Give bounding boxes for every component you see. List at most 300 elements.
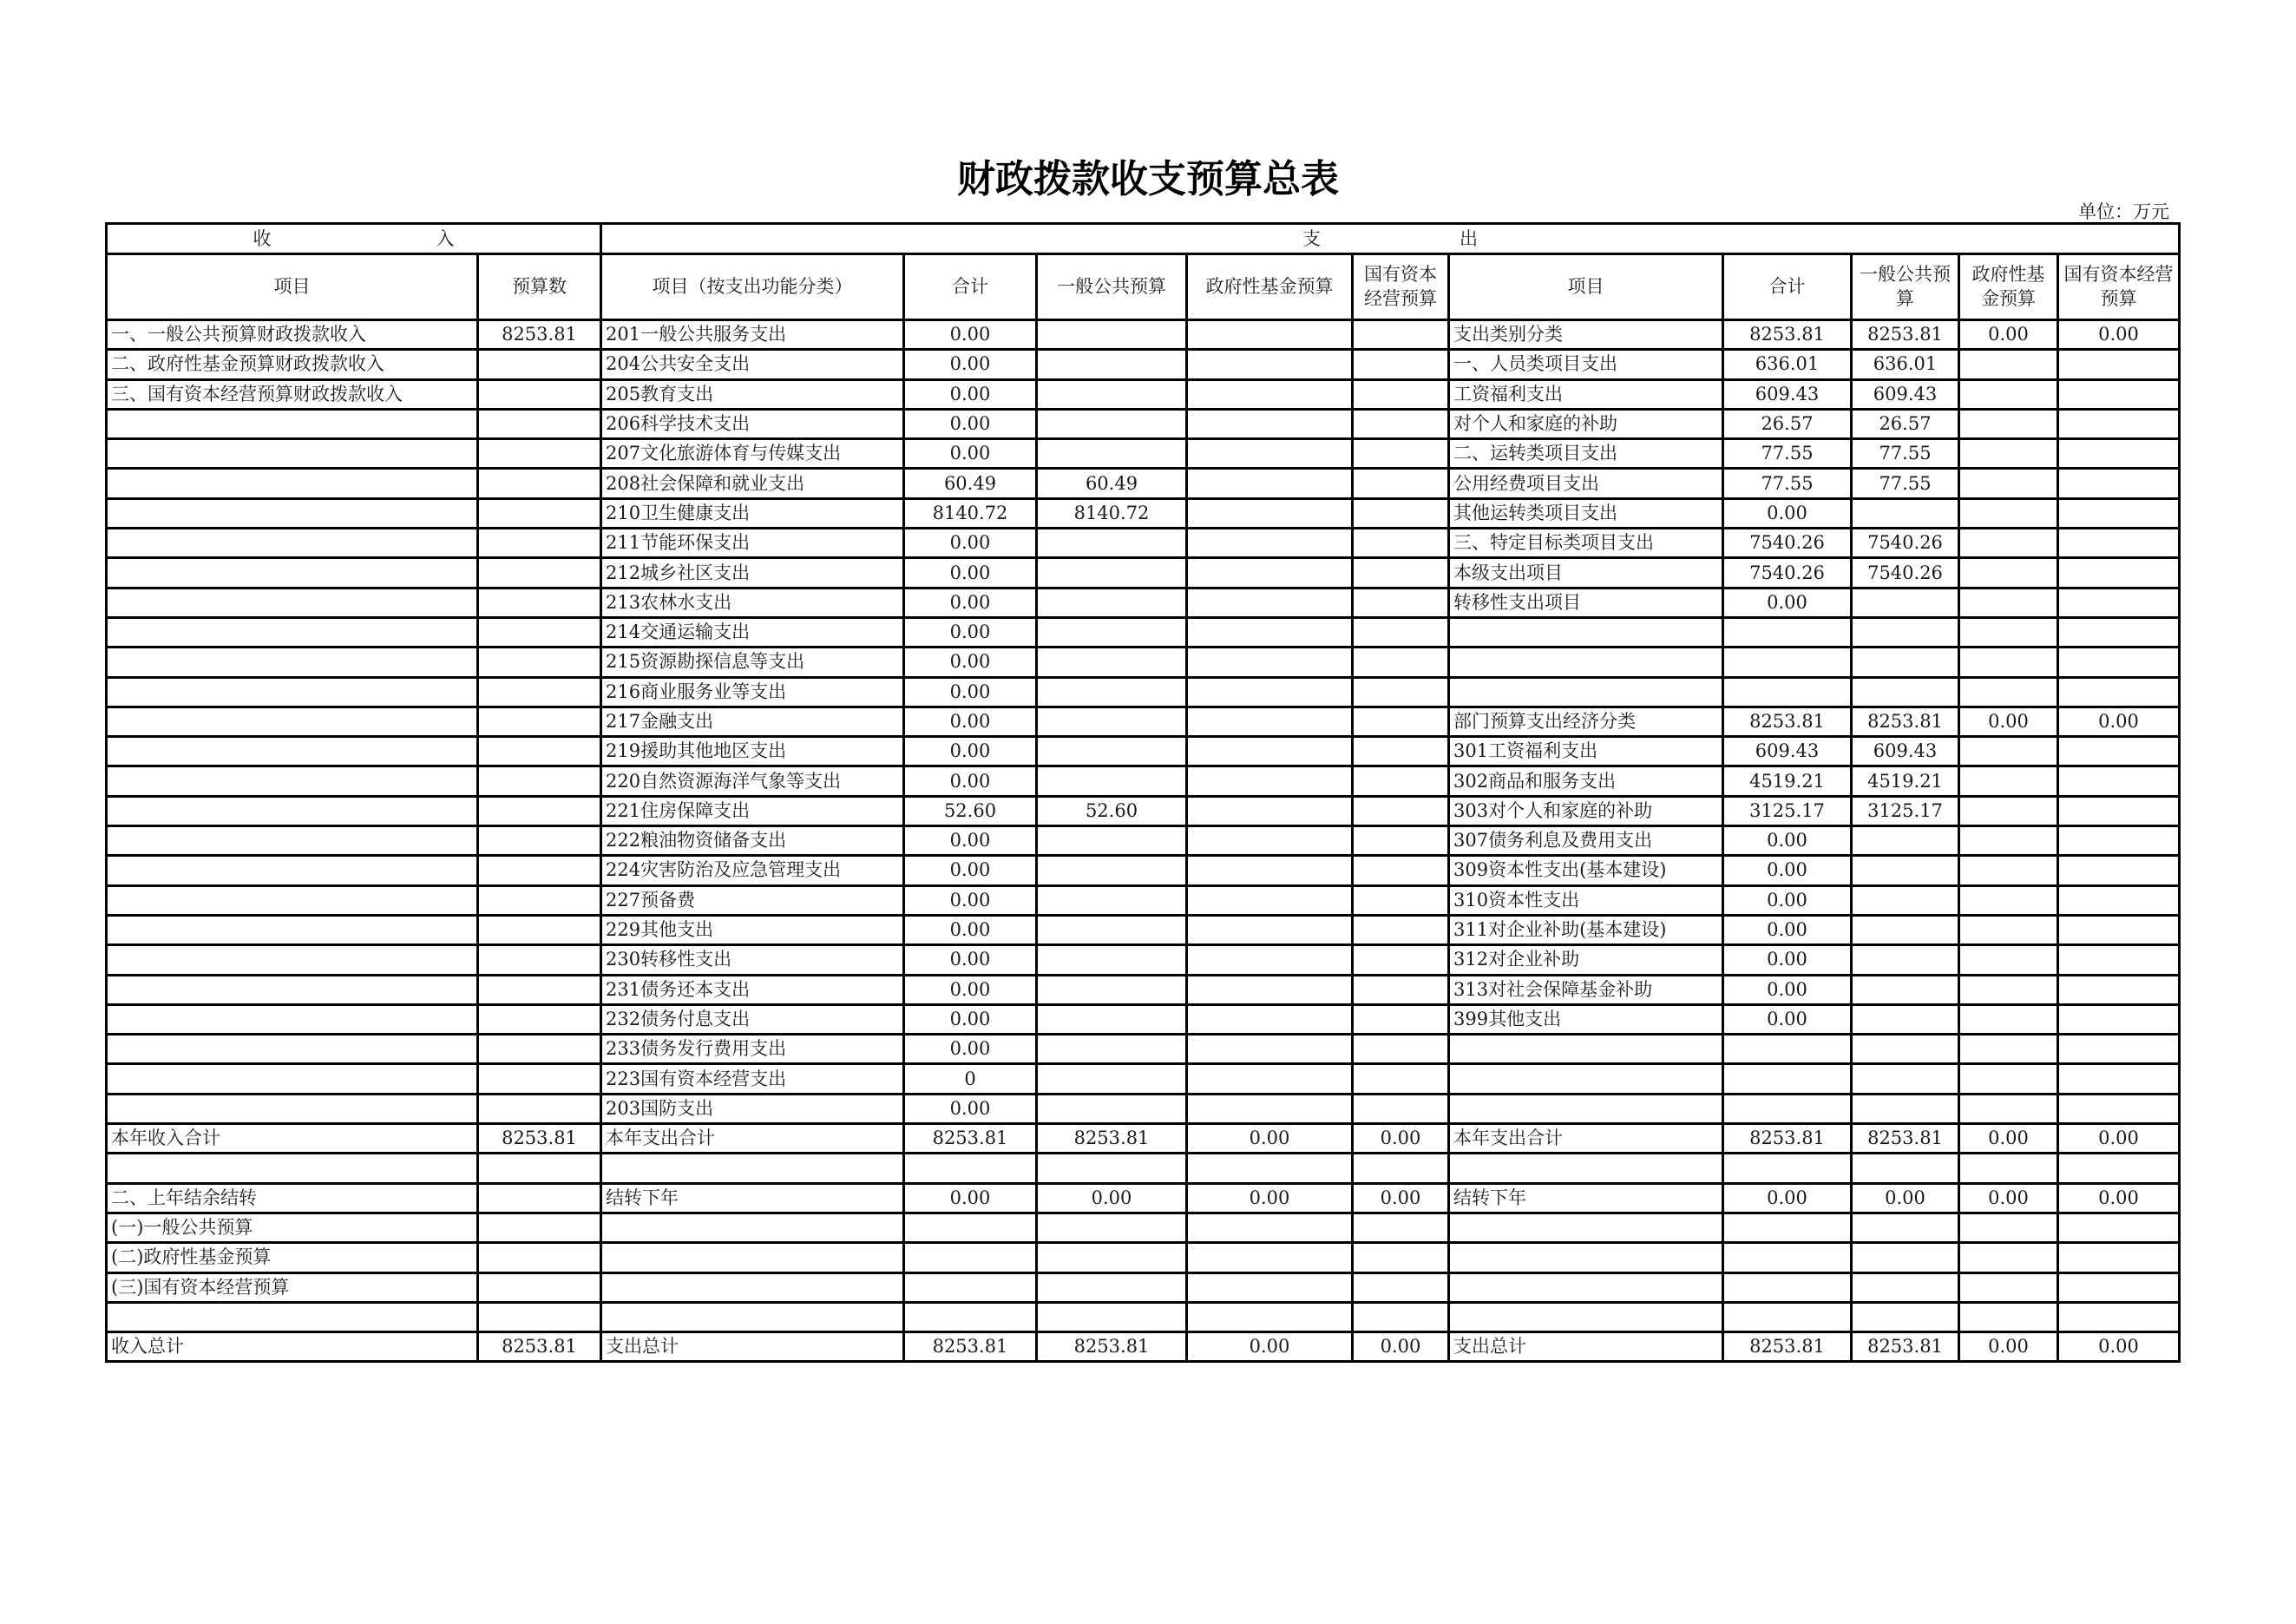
cell-econ-gov-fund	[1959, 856, 2058, 885]
cell-func-state-capital: 0.00	[1353, 1124, 1449, 1154]
cell-econ-general	[1852, 1064, 1959, 1094]
cell-func-state-capital	[1353, 529, 1449, 558]
cell-econ-general: 7540.26	[1852, 529, 1959, 558]
cell-func-item: 231债务还本支出	[601, 975, 904, 1004]
cell-func-general	[1037, 707, 1187, 736]
cell-income-item	[107, 737, 478, 766]
cell-func-item: 216商业服务业等支出	[601, 677, 904, 707]
cell-econ-state-capital: 0.00	[2058, 1332, 2180, 1362]
cell-income-item: (一)一般公共预算	[107, 1213, 478, 1242]
cell-func-general	[1037, 350, 1187, 379]
cell-econ-item	[1449, 677, 1723, 707]
cell-econ-general	[1852, 1272, 1959, 1302]
cell-func-gov-fund: 0.00	[1187, 1124, 1353, 1154]
cell-econ-gov-fund	[1959, 379, 2058, 409]
cell-income-item	[107, 885, 478, 915]
cell-econ-general: 3125.17	[1852, 796, 1959, 825]
table-row	[107, 320, 2180, 350]
cell-econ-state-capital	[2058, 1064, 2180, 1094]
expense-section-header: 支 出	[601, 224, 2180, 254]
cell-econ-item	[1449, 1035, 1723, 1064]
cell-econ-state-capital	[2058, 945, 2180, 975]
cell-econ-state-capital	[2058, 379, 2180, 409]
col-header-func-state-capital: 国有资本经营预算	[1353, 254, 1449, 320]
cell-econ-general: 8253.81	[1852, 1124, 1959, 1154]
cell-income-item	[107, 1004, 478, 1034]
cell-econ-general: 8253.81	[1852, 707, 1959, 736]
cell-econ-item: 312对企业补助	[1449, 945, 1723, 975]
table-row	[107, 1124, 2180, 1154]
cell-func-gov-fund	[1187, 558, 1353, 588]
cell-econ-general	[1852, 588, 1959, 617]
cell-func-total: 0.00	[904, 826, 1037, 856]
cell-income-budget	[478, 915, 601, 944]
cell-income-item	[107, 1035, 478, 1064]
cell-func-state-capital	[1353, 677, 1449, 707]
cell-func-general	[1037, 1035, 1187, 1064]
cell-func-total	[904, 1243, 1037, 1272]
cell-func-gov-fund	[1187, 320, 1353, 350]
cell-econ-total	[1723, 617, 1852, 647]
cell-func-item	[601, 1243, 904, 1272]
cell-func-state-capital	[1353, 558, 1449, 588]
cell-econ-gov-fund	[1959, 1302, 2058, 1331]
cell-func-state-capital	[1353, 439, 1449, 469]
cell-func-total: 0.00	[904, 529, 1037, 558]
cell-func-general	[1037, 1243, 1187, 1272]
cell-func-state-capital	[1353, 975, 1449, 1004]
cell-func-total: 0.00	[904, 1004, 1037, 1034]
cell-econ-general	[1852, 945, 1959, 975]
cell-func-state-capital	[1353, 320, 1449, 350]
cell-econ-general: 26.57	[1852, 409, 1959, 438]
cell-func-state-capital	[1353, 1302, 1449, 1331]
cell-func-general	[1037, 975, 1187, 1004]
cell-econ-gov-fund	[1959, 1004, 2058, 1034]
cell-econ-total	[1723, 1094, 1852, 1123]
cell-func-total: 0.00	[904, 975, 1037, 1004]
cell-func-general: 0.00	[1037, 1183, 1187, 1213]
cell-income-budget	[478, 796, 601, 825]
col-header-econ-item: 项目	[1449, 254, 1723, 320]
cell-func-gov-fund	[1187, 766, 1353, 796]
cell-income-budget	[478, 677, 601, 707]
cell-func-item: 220自然资源海洋气象等支出	[601, 766, 904, 796]
cell-func-gov-fund	[1187, 350, 1353, 379]
cell-econ-general	[1852, 1094, 1959, 1123]
cell-func-general	[1037, 856, 1187, 885]
cell-income-item	[107, 439, 478, 469]
cell-income-budget	[478, 885, 601, 915]
cell-econ-state-capital	[2058, 409, 2180, 438]
cell-income-budget	[478, 529, 601, 558]
table-row	[107, 1243, 2180, 1272]
cell-func-total: 8140.72	[904, 498, 1037, 528]
table-row	[107, 379, 2180, 409]
cell-func-general	[1037, 1213, 1187, 1242]
cell-income-item: 一、一般公共预算财政拨款收入	[107, 320, 478, 350]
cell-econ-state-capital: 0.00	[2058, 1124, 2180, 1154]
cell-func-item: 支出总计	[601, 1332, 904, 1362]
cell-econ-item: 支出类别分类	[1449, 320, 1723, 350]
cell-func-state-capital	[1353, 737, 1449, 766]
cell-econ-total: 8253.81	[1723, 1332, 1852, 1362]
cell-econ-item: 部门预算支出经济分类	[1449, 707, 1723, 736]
cell-econ-item: 三、特定目标类项目支出	[1449, 529, 1723, 558]
cell-func-item: 本年支出合计	[601, 1124, 904, 1154]
cell-econ-state-capital	[2058, 617, 2180, 647]
cell-func-state-capital	[1353, 1213, 1449, 1242]
cell-func-state-capital	[1353, 826, 1449, 856]
cell-econ-total	[1723, 1213, 1852, 1242]
cell-income-budget	[478, 1154, 601, 1183]
cell-func-item: 223国有资本经营支出	[601, 1064, 904, 1094]
table-row	[107, 1154, 2180, 1183]
cell-func-general: 52.60	[1037, 796, 1187, 825]
table-row	[107, 558, 2180, 588]
cell-func-gov-fund	[1187, 1243, 1353, 1272]
col-header-func-gov-fund: 政府性基金预算	[1187, 254, 1353, 320]
cell-econ-gov-fund	[1959, 1272, 2058, 1302]
col-header-econ-general: 一般公共预算	[1852, 254, 1959, 320]
cell-econ-item: 399其他支出	[1449, 1004, 1723, 1034]
cell-econ-gov-fund	[1959, 945, 2058, 975]
cell-func-state-capital	[1353, 945, 1449, 975]
cell-income-budget	[478, 379, 601, 409]
table-row	[107, 498, 2180, 528]
cell-econ-item: 309资本性支出(基本建设)	[1449, 856, 1723, 885]
cell-func-state-capital	[1353, 350, 1449, 379]
cell-econ-item	[1449, 1064, 1723, 1094]
cell-income-item	[107, 826, 478, 856]
cell-income-item	[107, 1094, 478, 1123]
cell-econ-state-capital	[2058, 1035, 2180, 1064]
table-row	[107, 588, 2180, 617]
cell-income-budget	[478, 350, 601, 379]
cell-func-general	[1037, 588, 1187, 617]
cell-econ-item: 其他运转类项目支出	[1449, 498, 1723, 528]
cell-func-item: 233债务发行费用支出	[601, 1035, 904, 1064]
cell-func-total: 0.00	[904, 915, 1037, 944]
cell-econ-item	[1449, 617, 1723, 647]
cell-income-item: (三)国有资本经营预算	[107, 1272, 478, 1302]
cell-econ-gov-fund	[1959, 737, 2058, 766]
cell-econ-state-capital	[2058, 1094, 2180, 1123]
cell-econ-total	[1723, 1302, 1852, 1331]
cell-income-item	[107, 945, 478, 975]
section-header-row	[107, 224, 2180, 254]
cell-func-general	[1037, 677, 1187, 707]
table-row	[107, 1332, 2180, 1362]
col-header-func-item: 项目（按支出功能分类）	[601, 254, 904, 320]
cell-econ-total	[1723, 1243, 1852, 1272]
table-row	[107, 856, 2180, 885]
cell-income-budget	[478, 409, 601, 438]
cell-econ-general: 77.55	[1852, 439, 1959, 469]
cell-income-item: (二)政府性基金预算	[107, 1243, 478, 1272]
cell-econ-state-capital	[2058, 1243, 2180, 1272]
cell-func-general	[1037, 1302, 1187, 1331]
cell-func-general	[1037, 379, 1187, 409]
cell-func-total: 8253.81	[904, 1332, 1037, 1362]
cell-func-total: 0.00	[904, 1094, 1037, 1123]
cell-econ-gov-fund	[1959, 1094, 2058, 1123]
cell-income-budget: 8253.81	[478, 320, 601, 350]
cell-econ-total: 8253.81	[1723, 320, 1852, 350]
cell-econ-total	[1723, 1035, 1852, 1064]
cell-econ-item: 301工资福利支出	[1449, 737, 1723, 766]
cell-econ-total	[1723, 648, 1852, 677]
cell-income-item	[107, 588, 478, 617]
cell-func-total: 0.00	[904, 379, 1037, 409]
cell-func-general: 8140.72	[1037, 498, 1187, 528]
cell-econ-general	[1852, 975, 1959, 1004]
cell-func-gov-fund	[1187, 409, 1353, 438]
cell-func-item	[601, 1302, 904, 1331]
cell-econ-gov-fund	[1959, 350, 2058, 379]
table-row	[107, 945, 2180, 975]
cell-econ-state-capital	[2058, 826, 2180, 856]
cell-econ-item: 一、人员类项目支出	[1449, 350, 1723, 379]
cell-econ-item: 支出总计	[1449, 1332, 1723, 1362]
cell-func-gov-fund	[1187, 1302, 1353, 1331]
cell-econ-state-capital	[2058, 677, 2180, 707]
cell-func-item: 232债务付息支出	[601, 1004, 904, 1034]
cell-func-total: 0.00	[904, 1035, 1037, 1064]
cell-income-budget	[478, 1035, 601, 1064]
cell-income-budget	[478, 588, 601, 617]
cell-func-item: 211节能环保支出	[601, 529, 904, 558]
cell-econ-total: 636.01	[1723, 350, 1852, 379]
cell-func-gov-fund	[1187, 469, 1353, 498]
col-header-income-budget: 预算数	[478, 254, 601, 320]
cell-econ-general	[1852, 1302, 1959, 1331]
cell-func-general	[1037, 439, 1187, 469]
cell-econ-item: 313对社会保障基金补助	[1449, 975, 1723, 1004]
cell-econ-state-capital	[2058, 796, 2180, 825]
table-row	[107, 529, 2180, 558]
cell-income-budget	[478, 498, 601, 528]
cell-income-budget	[478, 558, 601, 588]
cell-func-gov-fund	[1187, 588, 1353, 617]
cell-income-budget	[478, 1004, 601, 1034]
table-row	[107, 1272, 2180, 1302]
cell-income-item: 二、政府性基金预算财政拨款收入	[107, 350, 478, 379]
cell-income-item	[107, 915, 478, 944]
cell-econ-general	[1852, 617, 1959, 647]
cell-econ-item	[1449, 1094, 1723, 1123]
table-row	[107, 439, 2180, 469]
cell-func-general	[1037, 945, 1187, 975]
cell-func-gov-fund	[1187, 915, 1353, 944]
cell-econ-state-capital	[2058, 1272, 2180, 1302]
cell-econ-general: 4519.21	[1852, 766, 1959, 796]
cell-econ-general	[1852, 1243, 1959, 1272]
cell-econ-gov-fund	[1959, 1064, 2058, 1094]
cell-income-item	[107, 796, 478, 825]
cell-econ-gov-fund: 0.00	[1959, 707, 2058, 736]
cell-econ-total: 0.00	[1723, 885, 1852, 915]
cell-econ-item: 303对个人和家庭的补助	[1449, 796, 1723, 825]
cell-econ-total: 0.00	[1723, 975, 1852, 1004]
table-row	[107, 885, 2180, 915]
cell-econ-total: 3125.17	[1723, 796, 1852, 825]
cell-econ-gov-fund	[1959, 1213, 2058, 1242]
cell-econ-general	[1852, 915, 1959, 944]
col-header-econ-state-capital: 国有资本经营预算	[2058, 254, 2180, 320]
cell-econ-item	[1449, 1272, 1723, 1302]
cell-func-state-capital	[1353, 1243, 1449, 1272]
cell-income-budget	[478, 1213, 601, 1242]
cell-func-state-capital	[1353, 1004, 1449, 1034]
cell-income-item	[107, 498, 478, 528]
cell-func-state-capital	[1353, 707, 1449, 736]
cell-func-item: 203国防支出	[601, 1094, 904, 1123]
cell-func-gov-fund	[1187, 737, 1353, 766]
col-header-econ-gov-fund: 政府性基金预算	[1959, 254, 2058, 320]
cell-econ-gov-fund	[1959, 766, 2058, 796]
cell-econ-gov-fund	[1959, 617, 2058, 647]
cell-econ-item: 本年支出合计	[1449, 1124, 1723, 1154]
cell-econ-state-capital	[2058, 1302, 2180, 1331]
cell-econ-state-capital	[2058, 766, 2180, 796]
cell-func-item	[601, 1213, 904, 1242]
cell-func-gov-fund	[1187, 498, 1353, 528]
cell-income-budget	[478, 1272, 601, 1302]
cell-func-gov-fund	[1187, 617, 1353, 647]
table-row	[107, 648, 2180, 677]
cell-func-item: 205教育支出	[601, 379, 904, 409]
cell-econ-gov-fund	[1959, 826, 2058, 856]
cell-func-item: 224灾害防治及应急管理支出	[601, 856, 904, 885]
cell-econ-item: 311对企业补助(基本建设)	[1449, 915, 1723, 944]
cell-func-total: 60.49	[904, 469, 1037, 498]
cell-func-gov-fund	[1187, 856, 1353, 885]
cell-func-item	[601, 1154, 904, 1183]
cell-income-budget	[478, 1183, 601, 1213]
cell-func-total: 0.00	[904, 320, 1037, 350]
cell-income-budget	[478, 1094, 601, 1123]
cell-income-item	[107, 1064, 478, 1094]
cell-econ-gov-fund	[1959, 558, 2058, 588]
cell-income-item: 收入总计	[107, 1332, 478, 1362]
cell-income-item	[107, 856, 478, 885]
cell-func-gov-fund	[1187, 826, 1353, 856]
cell-income-item	[107, 677, 478, 707]
table-row	[107, 766, 2180, 796]
cell-econ-item	[1449, 1302, 1723, 1331]
cell-func-total: 0.00	[904, 737, 1037, 766]
cell-econ-gov-fund: 0.00	[1959, 320, 2058, 350]
table-row	[107, 975, 2180, 1004]
table-row	[107, 1213, 2180, 1242]
cell-func-general	[1037, 1272, 1187, 1302]
cell-func-total: 8253.81	[904, 1124, 1037, 1154]
cell-func-state-capital: 0.00	[1353, 1183, 1449, 1213]
cell-func-state-capital	[1353, 885, 1449, 915]
cell-income-item	[107, 409, 478, 438]
cell-func-total	[904, 1302, 1037, 1331]
table-row	[107, 915, 2180, 944]
cell-econ-gov-fund	[1959, 469, 2058, 498]
cell-func-total: 0	[904, 1064, 1037, 1094]
cell-func-total: 52.60	[904, 796, 1037, 825]
cell-func-gov-fund	[1187, 648, 1353, 677]
cell-econ-state-capital	[2058, 1154, 2180, 1183]
cell-econ-state-capital	[2058, 558, 2180, 588]
cell-func-item: 结转下年	[601, 1183, 904, 1213]
cell-income-budget	[478, 1064, 601, 1094]
cell-func-state-capital	[1353, 498, 1449, 528]
cell-func-item: 207文化旅游体育与传媒支出	[601, 439, 904, 469]
cell-income-item	[107, 469, 478, 498]
cell-income-budget	[478, 1302, 601, 1331]
cell-econ-item: 307债务利息及费用支出	[1449, 826, 1723, 856]
cell-func-gov-fund	[1187, 677, 1353, 707]
cell-econ-general	[1852, 677, 1959, 707]
table-row	[107, 707, 2180, 736]
cell-econ-total: 609.43	[1723, 737, 1852, 766]
cell-econ-general: 77.55	[1852, 469, 1959, 498]
cell-income-budget	[478, 766, 601, 796]
cell-income-item: 本年收入合计	[107, 1124, 478, 1154]
cell-econ-gov-fund	[1959, 677, 2058, 707]
cell-econ-state-capital: 0.00	[2058, 1183, 2180, 1213]
cell-econ-item	[1449, 1213, 1723, 1242]
cell-econ-total: 0.00	[1723, 588, 1852, 617]
cell-func-item: 229其他支出	[601, 915, 904, 944]
cell-econ-general	[1852, 1154, 1959, 1183]
table-row	[107, 677, 2180, 707]
cell-econ-total: 77.55	[1723, 439, 1852, 469]
cell-func-general	[1037, 826, 1187, 856]
cell-func-item: 222粮油物资储备支出	[601, 826, 904, 856]
cell-func-item: 215资源勘探信息等支出	[601, 648, 904, 677]
cell-func-item: 206科学技术支出	[601, 409, 904, 438]
cell-func-item: 219援助其他地区支出	[601, 737, 904, 766]
cell-econ-state-capital	[2058, 648, 2180, 677]
cell-econ-gov-fund	[1959, 975, 2058, 1004]
table-row	[107, 469, 2180, 498]
cell-econ-general	[1852, 648, 1959, 677]
cell-func-state-capital: 0.00	[1353, 1332, 1449, 1362]
cell-func-general: 8253.81	[1037, 1124, 1187, 1154]
income-section-header: 收 入	[107, 224, 601, 254]
cell-func-gov-fund	[1187, 529, 1353, 558]
cell-econ-general: 8253.81	[1852, 1332, 1959, 1362]
cell-econ-state-capital	[2058, 588, 2180, 617]
cell-econ-general	[1852, 826, 1959, 856]
cell-econ-general	[1852, 1004, 1959, 1034]
cell-func-gov-fund	[1187, 439, 1353, 469]
cell-income-budget: 8253.81	[478, 1124, 601, 1154]
cell-func-gov-fund	[1187, 1213, 1353, 1242]
cell-econ-general: 609.43	[1852, 737, 1959, 766]
cell-econ-total: 0.00	[1723, 945, 1852, 975]
cell-econ-total: 8253.81	[1723, 707, 1852, 736]
cell-func-general	[1037, 1154, 1187, 1183]
cell-econ-general: 609.43	[1852, 379, 1959, 409]
cell-func-general	[1037, 1064, 1187, 1094]
cell-func-gov-fund	[1187, 975, 1353, 1004]
cell-econ-state-capital	[2058, 856, 2180, 885]
cell-econ-total	[1723, 1272, 1852, 1302]
cell-econ-state-capital	[2058, 350, 2180, 379]
cell-econ-general	[1852, 856, 1959, 885]
cell-func-general	[1037, 648, 1187, 677]
table-row	[107, 1183, 2180, 1213]
cell-income-item: 三、国有资本经营预算财政拨款收入	[107, 379, 478, 409]
